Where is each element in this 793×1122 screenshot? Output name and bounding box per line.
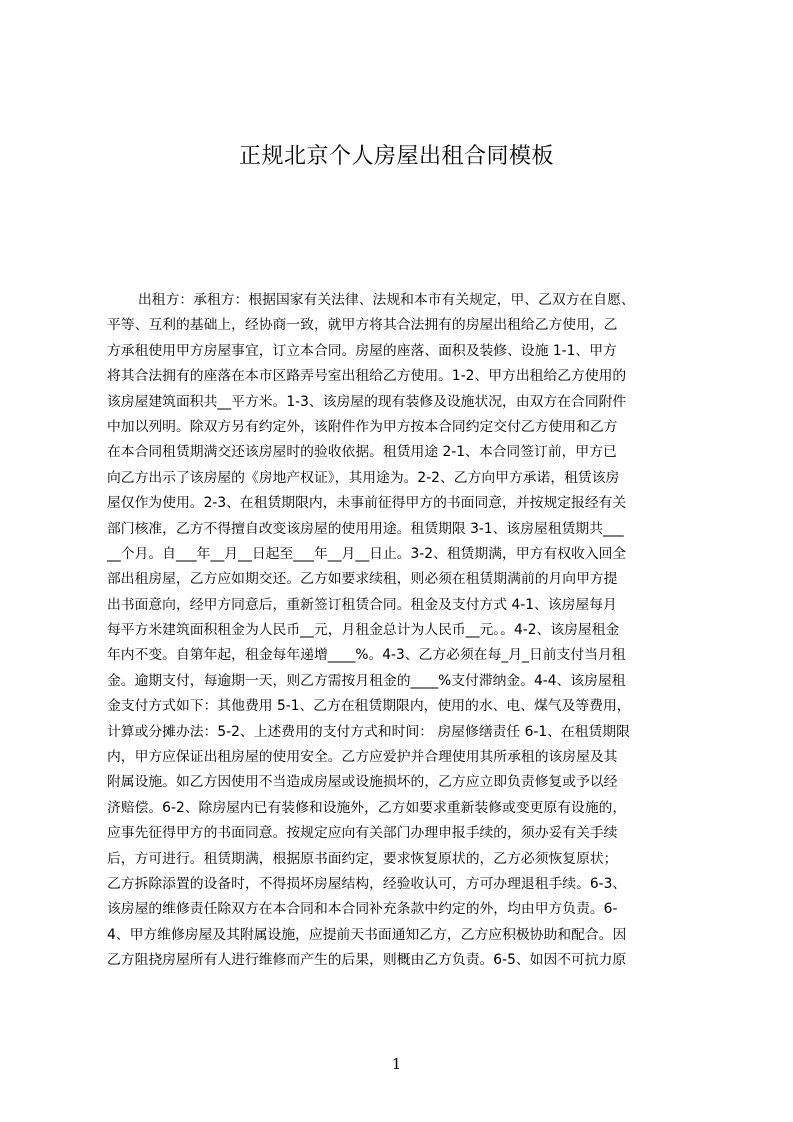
- body-line: 向乙方出示了该房屋的《房地产权证》，其用途为。2-2、乙方向甲方承诺，租赁该房: [107, 469, 620, 486]
- body-line: 附属设施。如乙方因使用不当造成房屋或设施损坏的，乙方应立即负责修复或予以经: [107, 774, 618, 791]
- body-line: 金支付方式如下：其他费用 5-1、乙方在租赁期限内，使用的水、电、煤气及等费用，: [107, 698, 631, 715]
- body-line: 将其合法拥有的座落在本市区路弄号室出租给乙方使用。1-2、甲方出租给乙方使用的: [107, 368, 627, 385]
- body-line: __个月。自___年__月__日起至___年__月__日止。3-2、租赁期满，甲方有权收入回全: [107, 545, 627, 562]
- body-line: 乙方阻挠房屋所有人进行维修而产生的后果，则概由乙方负责。6-5、如因不可抗力原: [107, 952, 627, 969]
- body-line: 年内不变。自第年起，租金每年递增____%。4-3、乙方必须在每_月_日前支付当月租: [107, 647, 626, 664]
- body-line: 后，方可进行。租赁期满，根据原书面约定，要求恢复原状的，乙方必须恢复原状；: [107, 850, 618, 867]
- body-line: 乙方拆除添置的设备时，不得损坏房屋结构，经验收认可，方可办理退租手续。6-3、: [107, 875, 627, 892]
- body-line: 屋仅作为使用。2-3、在租赁期限内，未事前征得甲方的书面同意，并按规定报经有关: [107, 495, 627, 512]
- body-line: 在本合同租赁期满交还该房屋时的验收依据。租赁用途 2-1、本合同签订前，甲方已: [107, 444, 617, 461]
- body-line: 内，甲方应保证出租房屋的使用安全。乙方应爱护并合理使用其所承租的该房屋及其: [107, 749, 618, 766]
- body-line: 该房屋的维修责任除双方在本合同和本合同补充条款中约定的外，均由甲方负责。6-: [107, 901, 618, 918]
- body-line: 济赔偿。6-2、除房屋内已有装修和设施外，乙方如要求重新装修或变更原有设施的，: [107, 799, 627, 816]
- body-line: 部门核准，乙方不得擅自改变该房屋的使用用途。租赁期限 3-1、该房屋租赁期共___: [107, 520, 624, 537]
- body-line: 计算或分摊办法：5-2、上述费用的支付方式和时间： 房屋修缮责任 6-1、在租赁期限: [107, 723, 630, 740]
- document-title: 正规北京个人房屋出租合同模板: [238, 144, 554, 169]
- body-line: 中加以列明。除双方另有约定外，该附件作为甲方按本合同约定交付乙方使用和乙方: [107, 418, 618, 435]
- body-line: 出书面意向，经甲方同意后，重新签订租赁合同。租金及支付方式 4-1、该房屋每月: [107, 596, 617, 613]
- body-line: 部出租房屋，乙方应如期交还。乙方如要求续租，则必须在租赁期满前的月向甲方提: [107, 571, 618, 588]
- contract-body: [107, 288, 696, 974]
- body-line: 平等、互利的基础上，经协商一致，就甲方将其合法拥有的房屋出租给乙方使用，乙: [107, 317, 618, 334]
- body-line: 应事先征得甲方的书面同意。按规定应向有关部门办理申报手续的，须办妥有关手续: [107, 825, 618, 842]
- body-line: 出租方：承租方：根据国家有关法律、法规和本市有关规定，甲、乙双方在自愿、: [138, 292, 635, 308]
- body-line: 方承租使用甲方房屋事宜，订立本合同。房屋的座落、面积及装修、设施 1-1、甲方: [107, 342, 617, 359]
- body-line: 金。逾期支付，每逾期一天，则乙方需按月租金的____%支付滞纳金。4-4、该房屋租: [107, 672, 626, 689]
- body-line: 4、甲方维修房屋及其附属设施，应提前天书面通知乙方，乙方应积极协助和配合。因: [107, 926, 627, 943]
- body-line: 每平方米建筑面积租金为人民币__元，月租金总计为人民币__元。。4-2、该房屋租金: [107, 622, 620, 639]
- body-line: 该房屋建筑面积共__平方米。1-3、该房屋的现有装修及设施状况，由双方在合同附件: [107, 393, 627, 410]
- page-number: 1: [391, 1055, 402, 1073]
